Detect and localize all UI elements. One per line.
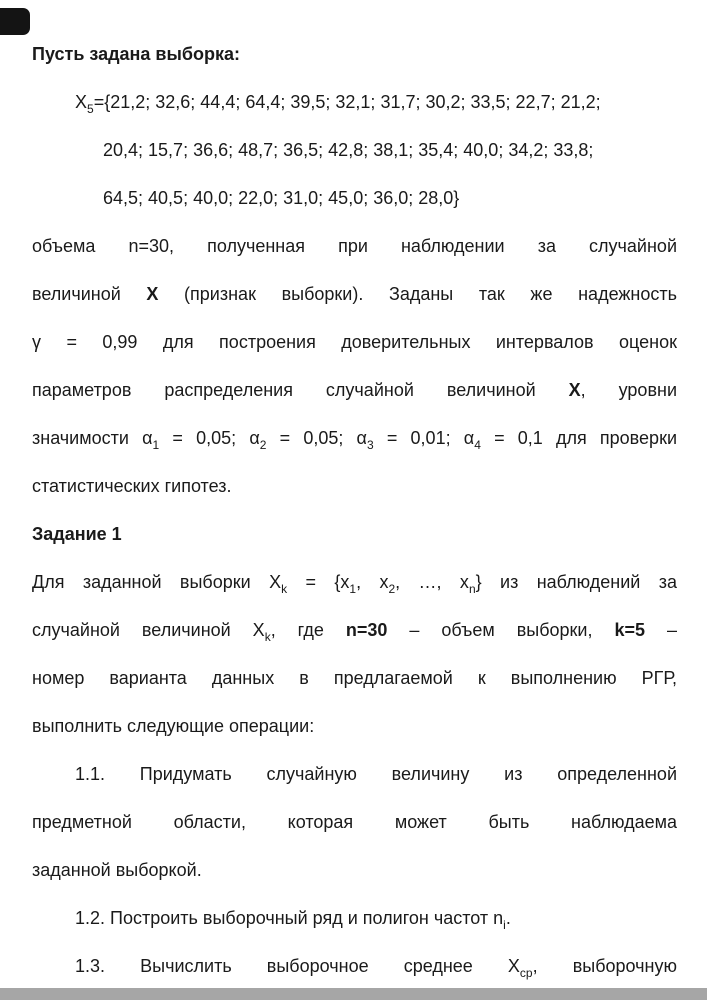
subscript: 1 (349, 582, 357, 596)
text-segment: номер варианта данных в предлагаемой к выполнению РГР, (32, 668, 677, 688)
text-segment: = 0,05; α (266, 428, 367, 448)
text-segment: = 0,01; α (373, 428, 475, 448)
text-segment: X (568, 380, 581, 400)
text-segment: выполнить следующие операции: (32, 716, 315, 736)
subscript: k (264, 630, 271, 644)
text-line (32, 558, 677, 606)
text-segment: Для заданной выборки X (32, 572, 282, 592)
text-segment: (признак выборки). Заданы так же надежность (158, 284, 677, 304)
text-segment: ={21,2; 32,6; 44,4; 64,4; 39,5; 32,1; 31,7; 30,2; 33,5; 22,7; 21,2; (93, 92, 601, 112)
text-segment: Задание 1 (32, 524, 122, 544)
subscript: n (468, 582, 476, 596)
text-line (32, 78, 677, 126)
text-line (32, 270, 677, 318)
subscript: 2 (259, 438, 267, 452)
text-segment: = 0,05; α (159, 428, 260, 448)
text-line (32, 222, 677, 270)
text-segment: , уровни (580, 380, 678, 400)
text-segment: 1.3. Вычислить выборочное среднее X (75, 956, 520, 976)
subscript: 4 (474, 438, 481, 452)
text-line (32, 702, 677, 750)
subscript: k (281, 582, 288, 596)
subscript: 1 (152, 438, 160, 452)
text-line (32, 894, 677, 942)
subscript: 5 (87, 102, 94, 116)
text-segment: параметров распределения случайной величиной (32, 380, 569, 400)
text-line (32, 606, 677, 654)
text-segment: заданной выборкой. (32, 860, 202, 880)
text-segment: X (146, 284, 159, 304)
subscript: 3 (366, 438, 374, 452)
text-line (32, 318, 677, 366)
text-segment: Пусть задана выборка: (32, 44, 240, 64)
text-segment: X (75, 92, 88, 112)
text-segment: 20,4; 15,7; 36,6; 48,7; 36,5; 42,8; 38,1; 35,4; 40,0; 34,2; 33,8; (103, 140, 594, 160)
text-segment: } из наблюдений за (475, 572, 677, 592)
bottom-edge-bar (0, 988, 707, 1000)
text-segment: предметной области, которая может быть наблюдаема (32, 812, 677, 832)
text-segment: статистических гипотез. (32, 476, 232, 496)
text-segment: , где (270, 620, 346, 640)
text-segment: , x (356, 572, 389, 592)
text-segment: = 0,1 для проверки (480, 428, 677, 448)
text-line (32, 798, 677, 846)
text-line (32, 654, 677, 702)
text-line (32, 462, 677, 510)
text-segment: n=30 (345, 620, 388, 640)
text-segment: , выборочную (532, 956, 677, 976)
text-segment: = {x (287, 572, 350, 592)
text-line (32, 126, 677, 174)
text-line (32, 366, 677, 414)
subscript: 2 (388, 582, 396, 596)
text-segment: k=5 (614, 620, 646, 640)
text-line (32, 30, 677, 78)
text-segment: случайной величиной X (32, 620, 265, 640)
text-line (32, 846, 677, 894)
text-segment: – (645, 620, 677, 640)
text-line (32, 750, 677, 798)
text-segment: 64,5; 40,5; 40,0; 22,0; 31,0; 45,0; 36,0; 28,0} (103, 188, 460, 208)
text-segment: 1.2. Построить выборочный ряд и полигон частот n (75, 908, 504, 928)
text-line (32, 414, 677, 462)
text-segment: , …, x (395, 572, 469, 592)
subscript: ср (519, 966, 533, 980)
text-segment: значимости α (32, 428, 153, 448)
text-segment: 1.1. Придумать случайную величину из определенной (75, 764, 677, 784)
text-line (32, 510, 677, 558)
text-segment: – объем выборки, (387, 620, 615, 640)
text-segment: . (505, 908, 511, 928)
text-line (32, 174, 677, 222)
subscript: i (503, 918, 506, 932)
text-segment: величиной (32, 284, 147, 304)
text-segment: объема n=30, полученная при наблюдении за случайной (32, 236, 677, 256)
text-line (32, 942, 677, 990)
text-segment: γ = 0,99 для построения доверительных интервалов оценок (32, 332, 677, 352)
